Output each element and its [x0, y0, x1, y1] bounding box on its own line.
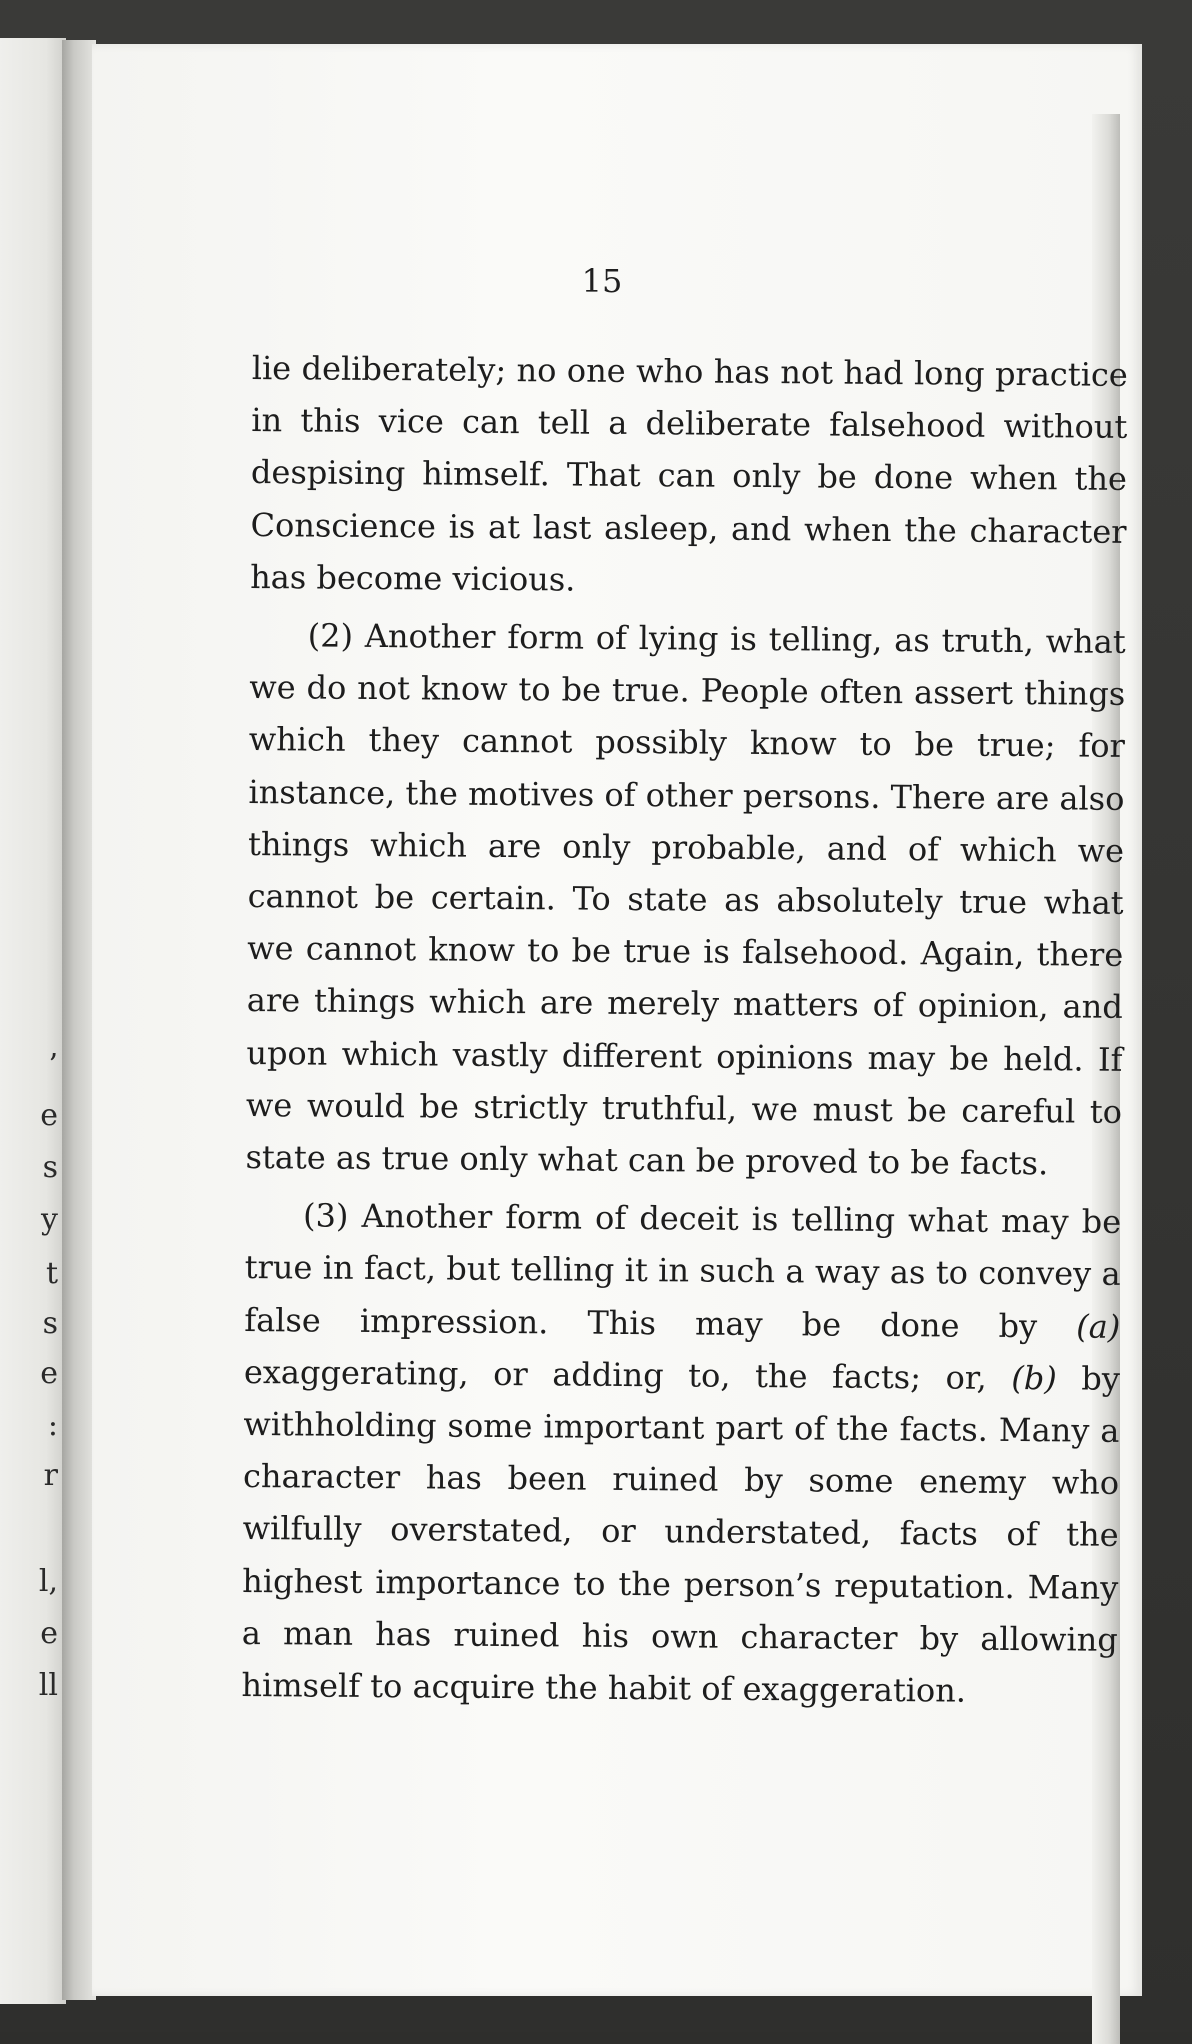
paragraph-3 [241, 1189, 1121, 1718]
left-edge-char: e [40, 1356, 58, 1391]
left-edge-char: s [42, 1306, 58, 1341]
body-text [241, 342, 1128, 1718]
book-page [92, 44, 1142, 1996]
paragraph-3-text: exaggerating, or adding to, the facts; or, [243, 1352, 1012, 1397]
paragraph-3-text: (3) Another form of deceit is telling what may be true in fact, but telling it in such a way as to convey a false impression. This may be done by [244, 1196, 1122, 1346]
book-gutter [62, 40, 96, 2000]
left-edge-char: e [40, 1098, 58, 1133]
left-edge-char: ’ [48, 1048, 58, 1083]
page-number: 15 [581, 262, 623, 300]
left-facing-page-edge [0, 38, 66, 2004]
left-edge-char: e [40, 1616, 58, 1651]
left-edge-char: s [42, 1150, 58, 1185]
left-edge-char: y [41, 1202, 58, 1237]
left-edge-char: r [43, 1458, 58, 1493]
left-edge-char: ll [38, 1668, 58, 1703]
left-edge-char: l, [38, 1564, 58, 1599]
paragraph-3-text: by withholding some important part of the facts. Many a character has been ruined by some enemy who wilfully overstated, or understated, facts of the highest importance to the person’s reputation. Many a man has ruined his own character by allowing himself to acquire the habit of exaggeration. [241, 1359, 1121, 1710]
left-edge-char: t [45, 1256, 58, 1291]
paragraph-continued: lie deliberately; no one who has not had long practice in this vice can tell a deliberate falsehood without despising himself. That can only be done when the Conscience is at last asleep, and when the character has become vicious. [250, 348, 1128, 599]
enumeration-a: (a) [1076, 1307, 1121, 1346]
left-edge-char: : [47, 1408, 58, 1443]
enumeration-b: (b) [1011, 1358, 1057, 1398]
paragraph-2: (2) Another form of lying is telling, as truth, what we do not know to be true. People often assert things which they cannot possibly know to be true; for instance, the motives of other persons. There are also things which are only probable, and of which we cannot be certain. To state as absolutely true what we cannot know to be true is falsehood. Again, there are things which are merely matters of opinion, and upon which vastly different opinions may be held. If we would be strictly truthful, we must be careful to state as true only what can be proved to be facts. [245, 616, 1126, 1183]
